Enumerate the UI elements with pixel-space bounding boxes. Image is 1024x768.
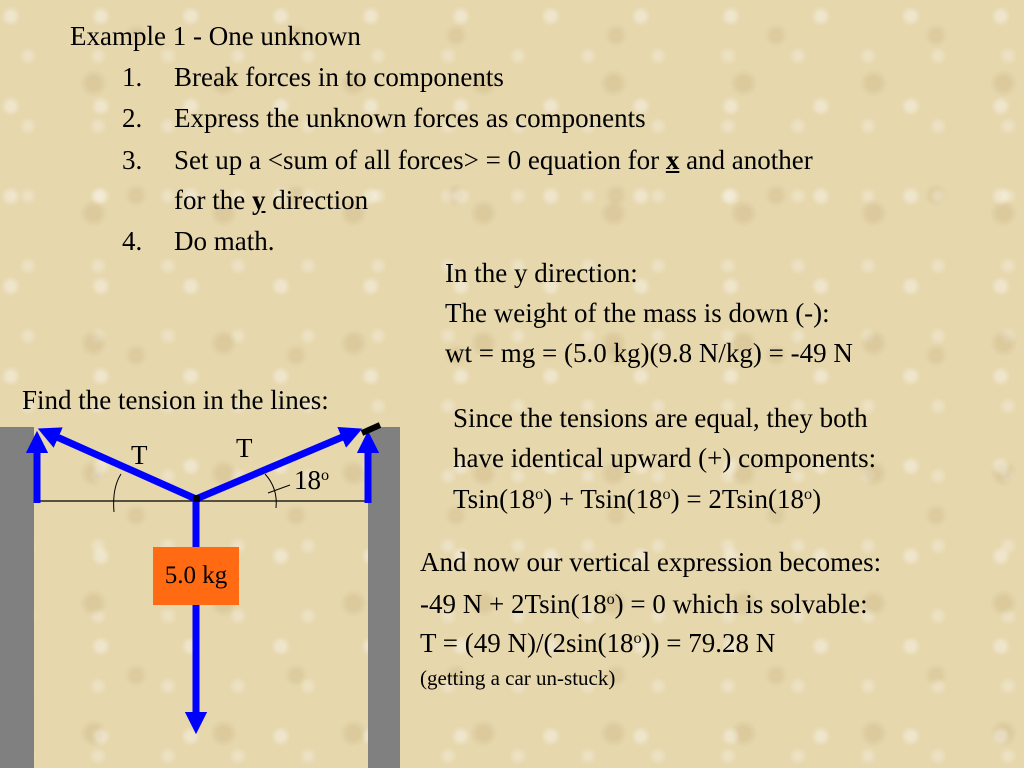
final-line3: T = (49 $N)/(2\sin(18^o)) = 79.28$ N — [420, 628, 776, 658]
step-number: 2. — [122, 103, 143, 133]
final-line2: -49 $N + 2Tsin(18^o) = 0$ which is solvable: — [420, 589, 868, 619]
step-text: Set up a <sum of all forces> = 0 equation for x and another — [174, 145, 813, 175]
knot-point — [193, 495, 200, 502]
angle-label: 18$^o$ — [294, 465, 330, 495]
tension-line2: have identical upward (+) components: — [453, 443, 877, 473]
left-angle-arc — [114, 474, 121, 512]
step-text: Break forces in to components — [174, 62, 504, 92]
right-angle-pointer — [268, 485, 290, 493]
right-tension-label: T — [236, 433, 253, 463]
step-number: 4. — [122, 226, 143, 256]
y-bold: y — [251, 185, 266, 215]
step-number: 1. — [122, 62, 143, 92]
tension-line1: Since the tensions are equal, they both — [453, 403, 868, 433]
step-text: Express the unknown forces as components — [174, 103, 646, 133]
tension-equation: $Tsin(18^o) + Tsin(18^o) = 2Tsin(18^o)$ — [453, 484, 822, 514]
final-note: (getting a car un-stuck) — [420, 666, 616, 690]
ydir-line3: wt = mg = (5.0 kg)(9.8 N/kg) = -49 N — [445, 338, 853, 368]
left-wall — [0, 427, 34, 768]
left-tension-label: T — [131, 440, 148, 470]
left-tension-arrow — [48, 433, 196, 499]
step-text: for the y direction — [174, 185, 369, 215]
step-number: 3. — [122, 145, 143, 175]
ydir-line1: In the y direction: — [445, 258, 638, 288]
final-line1: And now our vertical expression becomes: — [420, 547, 882, 577]
slide-heading: Example 1 - One unknown — [70, 21, 361, 51]
find-tension-label: Find the tension in the lines: — [22, 385, 329, 415]
step-text: Do math. — [174, 226, 275, 256]
mass-block: 5.0 kg — [153, 547, 239, 605]
x-bold: x — [665, 145, 680, 175]
right-wall — [368, 427, 400, 768]
ydir-line2: The weight of the mass is down (-): — [445, 298, 830, 328]
